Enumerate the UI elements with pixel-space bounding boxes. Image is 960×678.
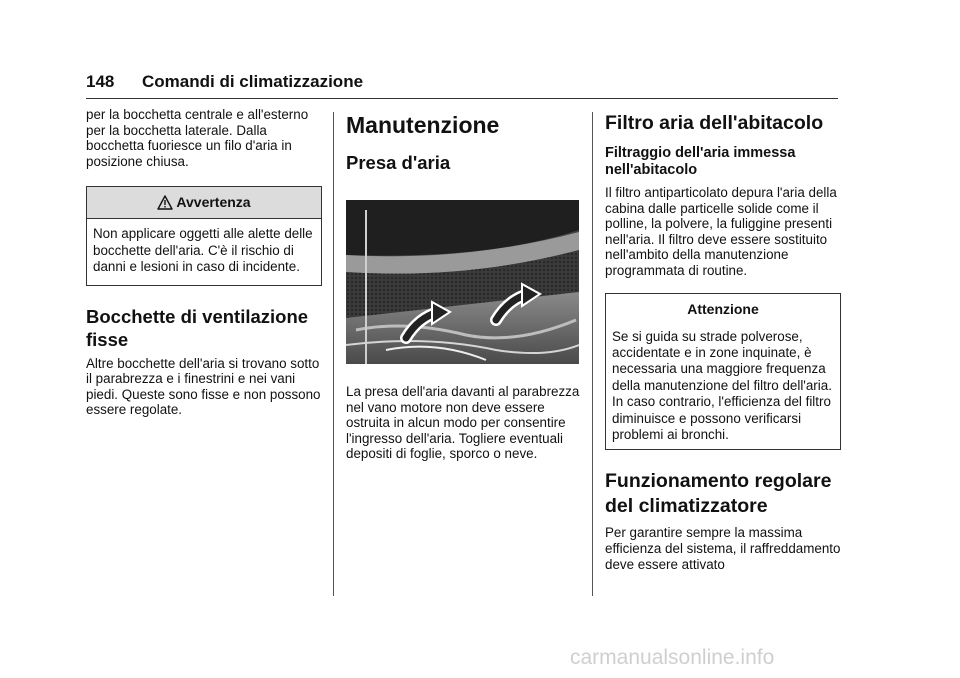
column-1 xyxy=(86,107,322,418)
cabin-filter-heading: Filtro aria dell'abitacolo xyxy=(605,112,824,134)
intro-paragraph: per la bocchetta centrale e all'esterno per la bocchetta laterale. Dalla bocchetta fuoriesce un filo d'aria in posizione chiusa. xyxy=(86,107,309,169)
fixed-vents-paragraph: Altre bocchette dell'aria si trovano sotto il parabrezza e i finestrini e nei vani piedi. Queste sono fisse e non possono essere regolate. xyxy=(86,355,321,418)
air-intake-heading: Presa d'aria xyxy=(346,152,451,173)
fixed-vents-heading: Bocchette di ventilazione fisse xyxy=(86,305,309,350)
warning-triangle-icon xyxy=(157,190,173,221)
caution-title: Attenzione xyxy=(606,294,840,322)
caution-box xyxy=(605,293,841,451)
page-number: 148 xyxy=(86,72,115,91)
air-intake-paragraph: La presa dell'aria davanti al parabrezza nel vano motore non deve essere ostruita in alcun modo per consentire l'ingresso dell'aria. Togliere eventuali depositi di foglie, sporco o neve. xyxy=(346,384,580,462)
column-divider-1 xyxy=(333,112,334,596)
watermark: carmanualsonline.info xyxy=(570,646,775,669)
air-intake-photo xyxy=(346,200,579,364)
caution-text: Se si guida su strade polverose, accidentate e in zone inquinate, è necessaria una maggiore frequenza della manutenzione del filtro dell'aria. In caso contrario, l'efficienza del filtro diminuisce e possono verificarsi problemi ai bronchi. xyxy=(612,328,832,442)
column-3 xyxy=(605,107,841,572)
air-filtering-subheading: Filtraggio dell'aria immessa nell'abitacolo xyxy=(605,145,796,178)
ac-operation-heading: Funzionamento regolare del climatizzatore xyxy=(605,470,832,518)
ac-operation-paragraph: Per garantire sempre la massima efficienza del sistema, il raffreddamento deve essere attivato xyxy=(605,525,841,572)
warning-title: Avvertenza xyxy=(176,194,251,211)
air-intake-text-block xyxy=(346,384,582,462)
warning-box xyxy=(86,186,322,285)
cabin-filter-paragraph: Il filtro antiparticolato depura l'aria della cabina dalle particelle solide come il polline, la polvere, la fuliggine presenti nell'aria. Il filtro deve essere sostituito nell'ambito della manutenzione programmata di routine. xyxy=(605,185,837,278)
header-rule xyxy=(86,98,838,99)
column-2 xyxy=(346,107,582,174)
column-divider-2 xyxy=(592,112,593,596)
section-title: Comandi di climatizzazione xyxy=(142,72,364,91)
maintenance-title: Manutenzione xyxy=(346,112,500,138)
page-header xyxy=(86,72,838,100)
warning-text: Non applicare oggetti alle alette delle bocchette dell'aria. C'è il rischio di danni e lesioni in caso di incidente. xyxy=(93,226,313,275)
warning-header xyxy=(87,187,321,219)
